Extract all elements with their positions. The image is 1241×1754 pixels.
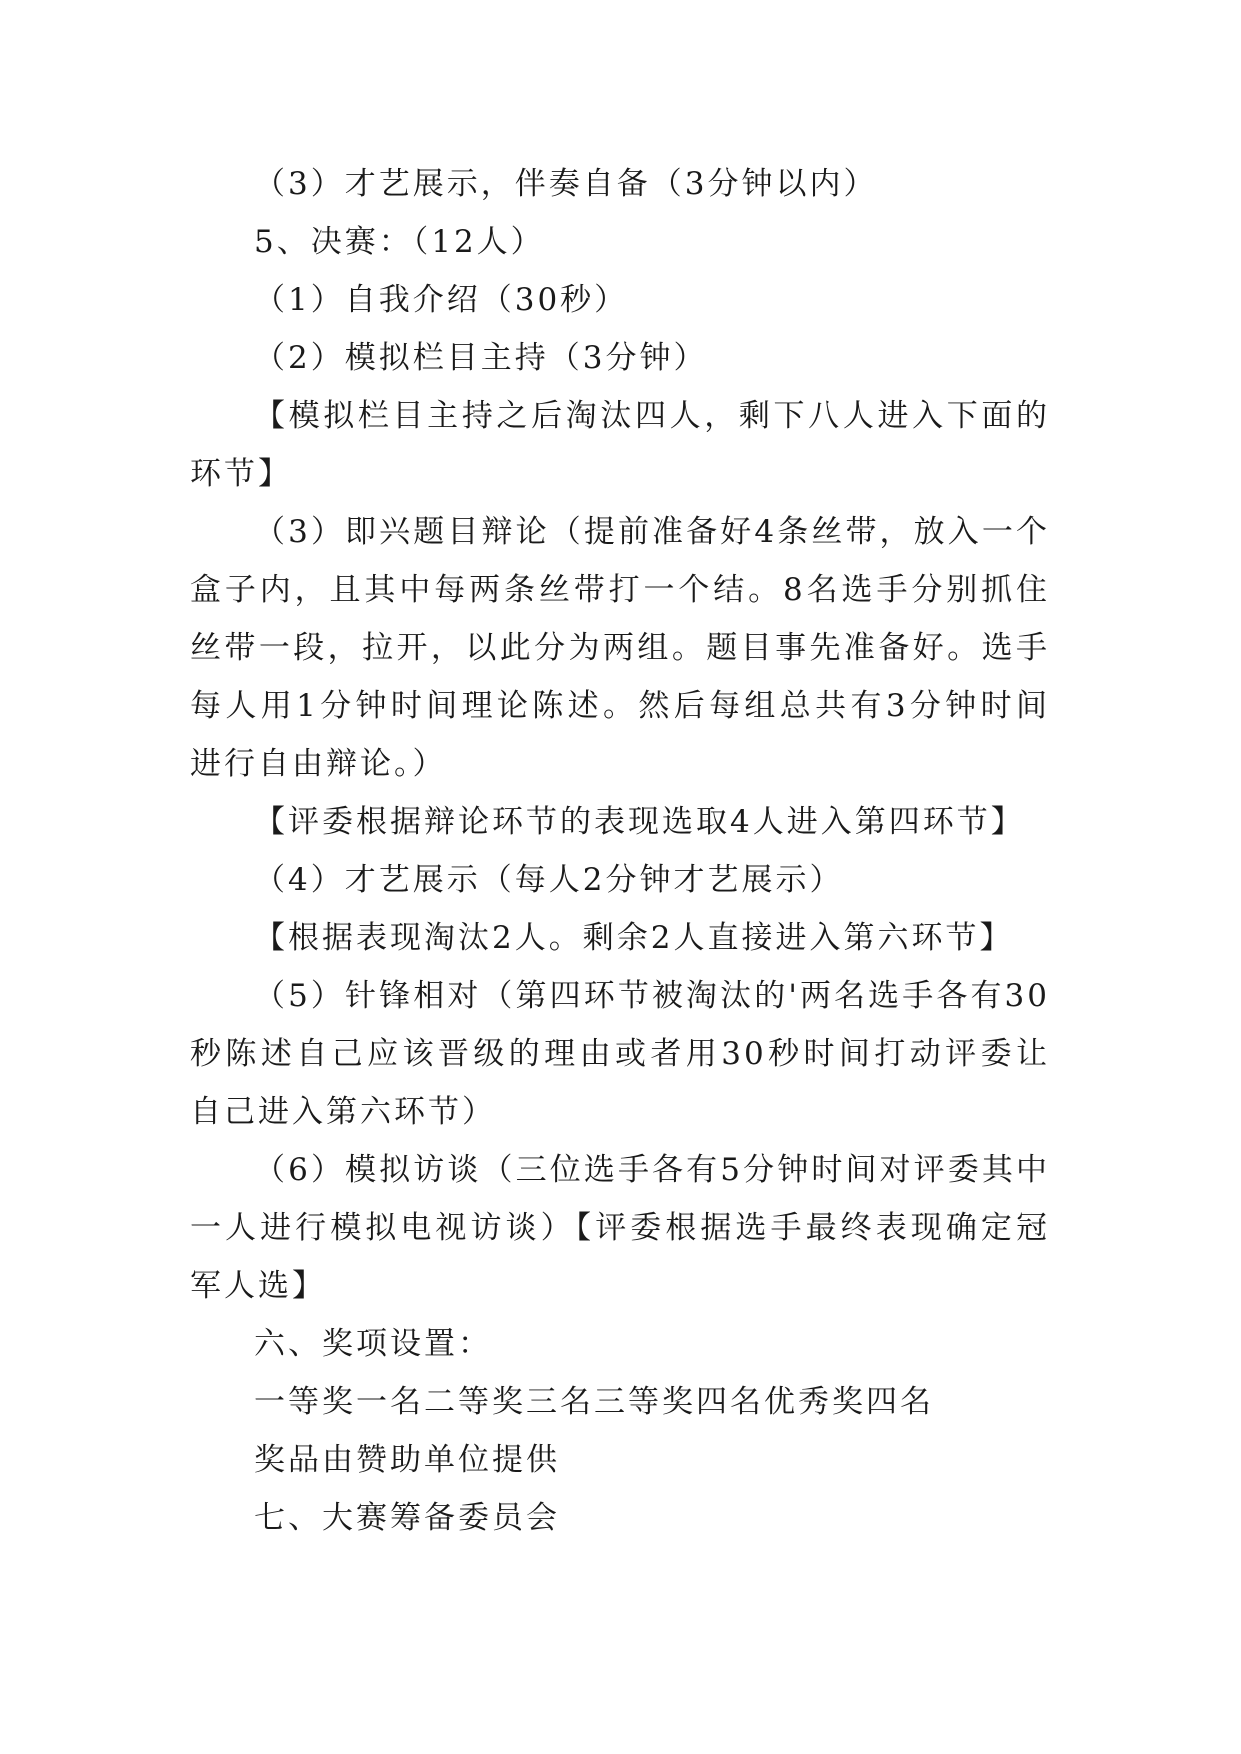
paragraph-committee-heading: 七、大赛筹备委员会 <box>254 1500 560 1536</box>
paragraph-awards-heading: 六、奖项设置： <box>254 1326 492 1362</box>
paragraph-awards-list: 一等奖一名二等奖三名三等奖四名优秀奖四名 <box>254 1384 934 1420</box>
paragraph-talent-show-semifinal: （3）才艺展示，伴奏自备（3分钟以内） <box>254 166 878 202</box>
paragraph-elimination-note-2: 【根据表现淘汰2人。剩余2人直接进入第六环节】 <box>254 920 1014 956</box>
paragraph-judges-note-1: 【评委根据辩论环节的表现选取4人进入第四环节】 <box>254 804 1025 840</box>
paragraph-impromptu-debate: （3）即兴题目辩论（提前准备好4条丝带，放入一个盒子内，且其中每两条丝带打一个结。8名选手分别抓住丝带一段，拉开，以此分为两组。题目事先准备好。选手每人用1分钟时间理论陈述。然后每组总共有3分钟时间进行自由辩论。） <box>190 514 1050 782</box>
paragraph-mock-interview: （6）模拟访谈（三位选手各有5分钟时间对评委其中一人进行模拟电视访谈）【评委根据选手最终表现确定冠军人选】 <box>190 1152 1050 1304</box>
paragraph-prizes-note: 奖品由赞助单位提供 <box>254 1442 560 1478</box>
paragraph-final-heading: 5、决赛：（12人） <box>254 224 545 260</box>
paragraph-self-introduction: （1）自我介绍（30秒） <box>254 282 629 318</box>
paragraph-mock-hosting: （2）模拟栏目主持（3分钟） <box>254 340 708 376</box>
paragraph-head-to-head: （5）针锋相对（第四环节被淘汰的'两名选手各有30秒陈述自己应该晋级的理由或者用30秒时间打动评委让自己进入第六环节） <box>190 978 1050 1130</box>
paragraph-elimination-note-1: 【模拟栏目主持之后淘汰四人，剩下八人进入下面的环节】 <box>190 398 1050 492</box>
paragraph-talent-show-final: （4）才艺展示（每人2分钟才艺展示） <box>254 862 844 898</box>
document-body <box>190 155 1050 1547</box>
